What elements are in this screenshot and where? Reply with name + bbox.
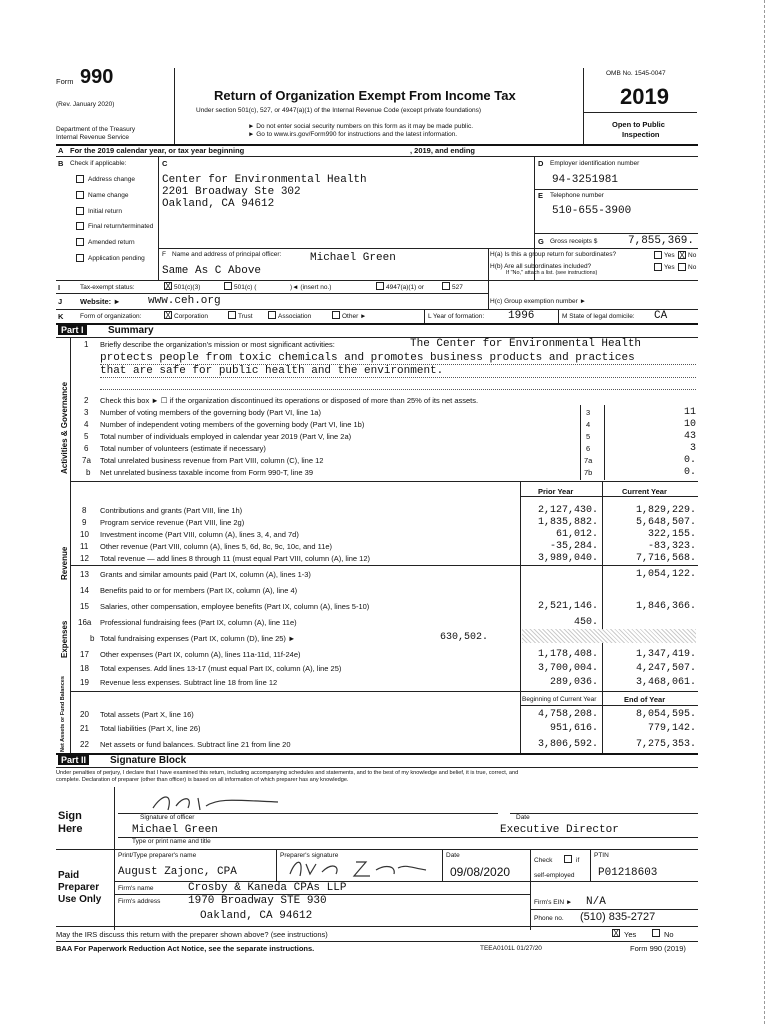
ein-label: Employer identification number — [550, 160, 640, 167]
section-a-ending: , 2019, and ending — [410, 146, 476, 155]
association-checkbox[interactable] — [268, 311, 276, 319]
application-pending-label: Application pending — [88, 255, 145, 262]
form-number: 990 — [80, 66, 114, 88]
h-b-no-checkbox[interactable] — [678, 263, 686, 271]
line-18-prior: 3,700,004. — [537, 663, 598, 674]
mission-line-2: protects people from toxic chemicals and promotes business products and practices — [100, 352, 635, 364]
ptin-value: P01218603 — [598, 867, 658, 879]
preparer-label: Preparer — [58, 882, 100, 893]
sign-label: Sign — [58, 810, 82, 822]
h-b-yes-label: Yes — [664, 264, 675, 271]
line-3-number: 3 — [84, 408, 89, 417]
line-12-prior: 3,989,040. — [537, 553, 598, 564]
side-label-governance: Activities & Governance — [60, 381, 69, 474]
line-14-number: 14 — [80, 586, 89, 595]
status-527-checkbox[interactable] — [442, 282, 450, 290]
part-2-title: Signature Block — [110, 755, 187, 766]
line-16a-text: Professional fundraising fees (Part IX, column (A), line 11e) — [100, 618, 297, 627]
line-16b-shaded-area — [522, 629, 696, 643]
line-17-text: Other expenses (Part IX, column (A), lines 11a-11d, 11f-24e) — [100, 650, 301, 659]
date-label: Date — [516, 814, 530, 821]
org-city: Oakland, CA 94612 — [162, 198, 275, 210]
website-label: Website: ► — [80, 297, 121, 306]
line-9-text: Program service revenue (Part VIII, line 2g) — [100, 518, 245, 527]
line-9-number: 9 — [82, 518, 87, 527]
section-g-label: G — [538, 237, 544, 246]
status-501c3-label: 501(c)(3) — [174, 284, 201, 291]
org-address: 2201 Broadway Ste 302 — [162, 186, 301, 198]
row-i-label: I — [58, 283, 61, 292]
section-d-label: D — [538, 159, 544, 168]
h-a-no-checkbox[interactable]: X — [679, 251, 685, 260]
col-current-year: Current Year — [622, 487, 667, 496]
self-employed-checkbox[interactable] — [564, 855, 572, 863]
line-13-number: 13 — [80, 570, 89, 579]
here-label: Here — [58, 823, 83, 835]
phone-label: Telephone number — [550, 192, 604, 199]
form-word: Form — [56, 77, 74, 86]
col-end-year: End of Year — [624, 695, 666, 704]
warning-instructions: ► Go to www.irs.gov/Form990 for instructions and the latest information. — [248, 131, 458, 138]
line-19-number: 19 — [80, 678, 89, 687]
line-10-text: Investment income (Part VIII, column (A), lines 3, 4, and 7d) — [100, 530, 299, 539]
trust-label: Trust — [238, 313, 253, 320]
line-22-current: 7,275,353. — [635, 739, 696, 750]
line-12-number: 12 — [80, 554, 89, 563]
amended-return-label: Amended return — [88, 239, 135, 246]
line-11-current: -83,323. — [647, 541, 696, 552]
gross-receipts-value: 7,855,369. — [628, 235, 695, 247]
status-501c3-checkbox[interactable]: X — [165, 282, 171, 291]
firm-ein-value: N/A — [586, 896, 606, 908]
firm-ein-label: Firm's EIN ► — [534, 899, 573, 906]
open-to-public: Open to Public — [612, 120, 665, 129]
side-label-expenses: Expenses — [60, 620, 69, 658]
if-label: if — [576, 857, 580, 864]
line-17-current: 1,347,419. — [635, 649, 696, 660]
association-label: Association — [278, 313, 312, 320]
footer-code: TEEA0101L 01/27/20 — [480, 945, 542, 952]
paid-label: Paid — [58, 870, 80, 881]
other-label: Other ► — [342, 313, 367, 320]
line-16a-number: 16a — [78, 618, 92, 627]
row-k-label: K — [58, 312, 64, 321]
footer-baa: BAA For Paperwork Reduction Act Notice, see the separate instructions. — [56, 944, 315, 953]
status-501c-checkbox[interactable] — [224, 282, 232, 290]
line-11-text: Other revenue (Part VIII, column (A), lines 5, 6d, 8c, 9c, 10c, and 11e) — [100, 542, 333, 551]
line-6-text: Total number of volunteers (estimate if necessary) — [100, 444, 266, 453]
status-4947-checkbox[interactable] — [376, 282, 384, 290]
org-name: Center for Environmental Health — [162, 174, 367, 186]
final-return-checkbox[interactable] — [76, 222, 84, 230]
line-1-text: Briefly describe the organization's mission or most significant activities: — [100, 340, 335, 349]
principal-officer-label: Name and address of principal officer: — [172, 251, 282, 258]
dept-line-1: Department of the Treasury — [56, 126, 136, 133]
line-10-number: 10 — [80, 530, 89, 539]
firm-name: Crosby & Kaneda CPAs LLP — [188, 882, 347, 894]
part-1-label: Part I — [58, 325, 87, 335]
line-22-prior: 3,806,592. — [537, 739, 598, 750]
col-beginning-year: Beginning of Current Year — [522, 696, 597, 703]
tax-year: 2019 — [620, 84, 669, 109]
gross-receipts-label: Gross receipts $ — [550, 238, 598, 245]
h-b-question: H(b) Are all subordinates included? — [490, 263, 592, 270]
ein-value: 94-3251981 — [552, 174, 619, 186]
line-19-current: 3,468,061. — [635, 677, 696, 688]
h-b-no-label: No — [688, 264, 697, 271]
line-8-text: Contributions and grants (Part VIII, line 1h) — [100, 506, 243, 515]
line-12-current: 7,716,568. — [635, 553, 696, 564]
line-6-value: 3 — [689, 443, 696, 454]
firm-phone-label: Phone no. — [534, 915, 564, 922]
signer-title: Executive Director — [500, 824, 619, 836]
line-7a-value: 0. — [683, 455, 696, 466]
line-20-prior: 4,758,208. — [537, 709, 598, 720]
mission-line-3: that are safe for public health and the environment. — [100, 365, 444, 377]
line-16a-prior: 450. — [573, 617, 598, 628]
state-domicile-label: M State of legal domicile: — [562, 313, 635, 320]
line-17-number: 17 — [80, 650, 89, 659]
inspection-label: Inspection — [622, 130, 660, 139]
discuss-yes-checkbox[interactable]: X — [613, 929, 619, 938]
line-11-prior: -35,284. — [549, 541, 598, 552]
line-4-text: Number of independent voting members of the governing body (Part VI, line 1b) — [100, 420, 365, 429]
line-20-text: Total assets (Part X, line 16) — [100, 710, 194, 719]
amended-return-checkbox[interactable] — [76, 238, 84, 246]
line-8-number: 8 — [82, 506, 87, 515]
section-b-label: B — [58, 159, 64, 168]
warning-ssn: ► Do not enter social security numbers on this form as it may be made public. — [248, 123, 474, 130]
line-7a-box: 7a — [584, 456, 593, 465]
status-4947-label: 4947(a)(1) or — [386, 284, 424, 291]
omb-number: OMB No. 1545-0047 — [606, 70, 666, 77]
side-label-revenue: Revenue — [60, 546, 69, 580]
line-13-text: Grants and similar amounts paid (Part IX, column (A), lines 1-3) — [100, 570, 311, 579]
form-of-org-label: Form of organization: — [80, 313, 142, 320]
self-employed-label: self-employed — [534, 872, 575, 879]
line-18-current: 4,247,507. — [635, 663, 696, 674]
year-formation-value: 1996 — [508, 310, 535, 322]
line-21-text: Total liabilities (Part X, line 26) — [100, 724, 201, 733]
line-4-box: 4 — [586, 420, 591, 429]
check-label: Check — [534, 857, 553, 864]
col-prior-year: Prior Year — [538, 487, 574, 496]
signer-name: Michael Green — [132, 824, 218, 836]
line-7b-text: Net unrelated business taxable income from Form 990-T, line 39 — [100, 468, 314, 477]
other-checkbox[interactable] — [332, 311, 340, 319]
ptin-label: PTIN — [594, 852, 609, 859]
line-19-text: Revenue less expenses. Subtract line 18 from line 12 — [100, 678, 278, 687]
prep-date-label: Date — [446, 852, 460, 859]
principal-officer-name: Michael Green — [310, 252, 396, 264]
discuss-no-label: No — [664, 930, 674, 939]
line-3-box: 3 — [586, 408, 591, 417]
prep-name: August Zajonc, CPA — [118, 866, 237, 878]
section-a-label: A — [58, 146, 64, 155]
discuss-yes-label: Yes — [624, 930, 637, 939]
line-21-prior: 951,616. — [549, 723, 598, 734]
prep-date-value: 09/08/2020 — [450, 865, 511, 879]
section-a-text: For the 2019 calendar year, or tax year beginning — [70, 146, 245, 155]
line-7b-value: 0. — [683, 467, 696, 478]
part-1-title: Summary — [108, 325, 154, 336]
name-change-checkbox[interactable] — [76, 191, 84, 199]
line-9-current: 5,648,507. — [635, 517, 696, 528]
line-15-text: Salaries, other compensation, employee benefits (Part IX, column (A), lines 5-10) — [100, 602, 370, 611]
line-9-prior: 1,835,882. — [537, 517, 598, 528]
line-6-number: 6 — [84, 444, 89, 453]
line-5-value: 43 — [683, 431, 696, 442]
use-only-label: Use Only — [58, 894, 102, 905]
tax-exempt-status-label: Tax-exempt status: — [80, 284, 135, 291]
line-7b-number: b — [86, 468, 91, 477]
prep-name-label: Print/Type preparer's name — [118, 852, 197, 859]
line-17-prior: 1,178,408. — [537, 649, 598, 660]
line-5-text: Total number of individuals employed in calendar year 2019 (Part V, line 2a) — [100, 432, 352, 441]
line-18-text: Total expenses. Add lines 13-17 (must equal Part IX, column (A), line 25) — [100, 664, 342, 673]
line-10-prior: 61,012. — [555, 529, 598, 540]
discuss-question: May the IRS discuss this return with the preparer shown above? (see instructions) — [56, 930, 328, 939]
side-label-net-assets: Net Assets or Fund Balances — [60, 676, 66, 752]
year-formation-label: L Year of formation: — [428, 313, 485, 320]
address-change-checkbox[interactable] — [76, 175, 84, 183]
line-6-box: 6 — [586, 444, 591, 453]
line-16b-number: b — [90, 634, 95, 643]
final-return-label: Final return/terminated — [88, 223, 154, 230]
line-21-number: 21 — [80, 724, 89, 733]
line-10-current: 322,155. — [647, 529, 696, 540]
line-22-text: Net assets or fund balances. Subtract line 21 from line 20 — [100, 740, 291, 749]
line-20-current: 8,054,595. — [635, 709, 696, 720]
state-domicile-value: CA — [654, 310, 668, 322]
discuss-no-checkbox[interactable] — [652, 929, 660, 937]
line-3-text: Number of voting members of the governing body (Part VI, line 1a) — [100, 408, 321, 417]
principal-officer-address: Same As C Above — [162, 265, 262, 277]
penalty-text-2: complete. Declaration of preparer (other than officer) is based on all information of which preparer has any knowledge. — [56, 777, 349, 783]
initial-return-label: Initial return — [88, 208, 122, 215]
row-j-label: J — [58, 297, 63, 306]
trust-checkbox[interactable] — [228, 311, 236, 319]
h-b-note: If "No," attach a list. (see instructions) — [506, 270, 598, 276]
line-3-value: 11 — [683, 407, 696, 418]
status-527-label: 527 — [452, 284, 463, 291]
line-4-value: 10 — [683, 419, 696, 430]
line-22-number: 22 — [80, 740, 89, 749]
penalty-text-1: Under penalties of perjury, I declare that I have examined this return, including accompanying schedules and statements, and to the best of my knowledge and belief, it is true, correct, and — [56, 770, 519, 776]
form-subtitle: Under section 501(c), 527, or 4947(a)(1) of the Internal Revenue Code (except private foundations) — [196, 107, 482, 114]
section-e-label: E — [538, 191, 544, 200]
h-c-label: H(c) Group exemption number ► — [490, 298, 587, 305]
address-change-label: Address change — [88, 176, 135, 183]
line-20-number: 20 — [80, 710, 89, 719]
h-a-yes-label: Yes — [664, 252, 675, 259]
line-18-number: 18 — [80, 664, 89, 673]
preparer-signature — [286, 856, 436, 880]
footer-form: Form 990 (2019) — [630, 944, 686, 953]
h-a-question: H(a) Is this a group return for subordinates? — [490, 251, 617, 258]
line-4-number: 4 — [84, 420, 89, 429]
firm-address-2: Oakland, CA 94612 — [200, 910, 313, 922]
line-2-text: Check this box ► ☐ if the organization discontinued its operations or disposed of more than 25% of its net assets. — [100, 396, 479, 405]
application-pending-checkbox[interactable] — [76, 254, 84, 262]
line-11-number: 11 — [80, 542, 89, 551]
form-title: Return of Organization Exempt From Income Tax — [214, 88, 516, 103]
initial-return-checkbox[interactable] — [76, 207, 84, 215]
line-1-number: 1 — [84, 340, 89, 349]
dept-line-2: Internal Revenue Service — [56, 134, 129, 141]
line-13-current: 1,054,122. — [635, 569, 696, 580]
prep-signature-label: Preparer's signature — [280, 852, 339, 859]
website-value[interactable]: www.ceh.org — [148, 295, 221, 307]
line-7b-box: 7b — [584, 468, 593, 477]
h-a-yes-checkbox[interactable] — [654, 251, 662, 259]
line-16b-fundraising-value: 630,502. — [439, 632, 488, 643]
line-21-current: 779,142. — [647, 723, 696, 734]
name-change-label: Name change — [88, 192, 129, 199]
check-if-applicable: Check if applicable: — [70, 160, 127, 167]
corporation-checkbox[interactable]: X — [165, 311, 171, 320]
line-8-current: 1,829,229. — [635, 505, 696, 516]
type-or-print-label: Type or print name and title — [132, 838, 211, 845]
line-12-text: Total revenue — add lines 8 through 11 (must equal Part VIII, column (A), line 12) — [100, 554, 370, 563]
scan-edge — [764, 0, 765, 1024]
firm-phone-value: (510) 835-2727 — [580, 911, 656, 923]
line-15-number: 15 — [80, 602, 89, 611]
signature-of-officer-label: Signature of officer — [140, 814, 195, 821]
line-15-prior: 2,521,146. — [537, 601, 598, 612]
section-c-label: C — [162, 159, 168, 168]
line-14-text: Benefits paid to or for members (Part IX, column (A), line 4) — [100, 586, 298, 595]
phone-value: 510-655-3900 — [552, 205, 632, 217]
h-b-yes-checkbox[interactable] — [654, 263, 662, 271]
status-501c-insert: )◄ (insert no.) — [290, 284, 332, 291]
h-a-no-label: No — [688, 252, 697, 259]
firm-address-label: Firm's address — [118, 898, 161, 905]
officer-signature — [148, 788, 288, 816]
line-5-box: 5 — [586, 432, 591, 441]
line-15-current: 1,846,366. — [635, 601, 696, 612]
status-501c-label: 501(c) ( — [234, 284, 257, 291]
part-2-label: Part II — [58, 755, 89, 765]
line-5-number: 5 — [84, 432, 89, 441]
line-7a-number: 7a — [82, 456, 91, 465]
line-8-prior: 2,127,430. — [537, 505, 598, 516]
line-7a-text: Total unrelated business revenue from Part VIII, column (C), line 12 — [100, 456, 324, 465]
rev-date: (Rev. January 2020) — [56, 101, 115, 108]
firm-address-1: 1970 Broadway STE 930 — [188, 895, 327, 907]
mission-line-1: The Center for Environmental Health — [410, 338, 642, 350]
section-f-label: F — [162, 251, 166, 258]
line-2-number: 2 — [84, 396, 89, 405]
corporation-label: Corporation — [174, 313, 208, 320]
line-19-prior: 289,036. — [549, 677, 598, 688]
line-16b-text: Total fundraising expenses (Part IX, column (D), line 25) ► — [100, 634, 296, 643]
firm-name-label: Firm's name — [118, 885, 154, 892]
